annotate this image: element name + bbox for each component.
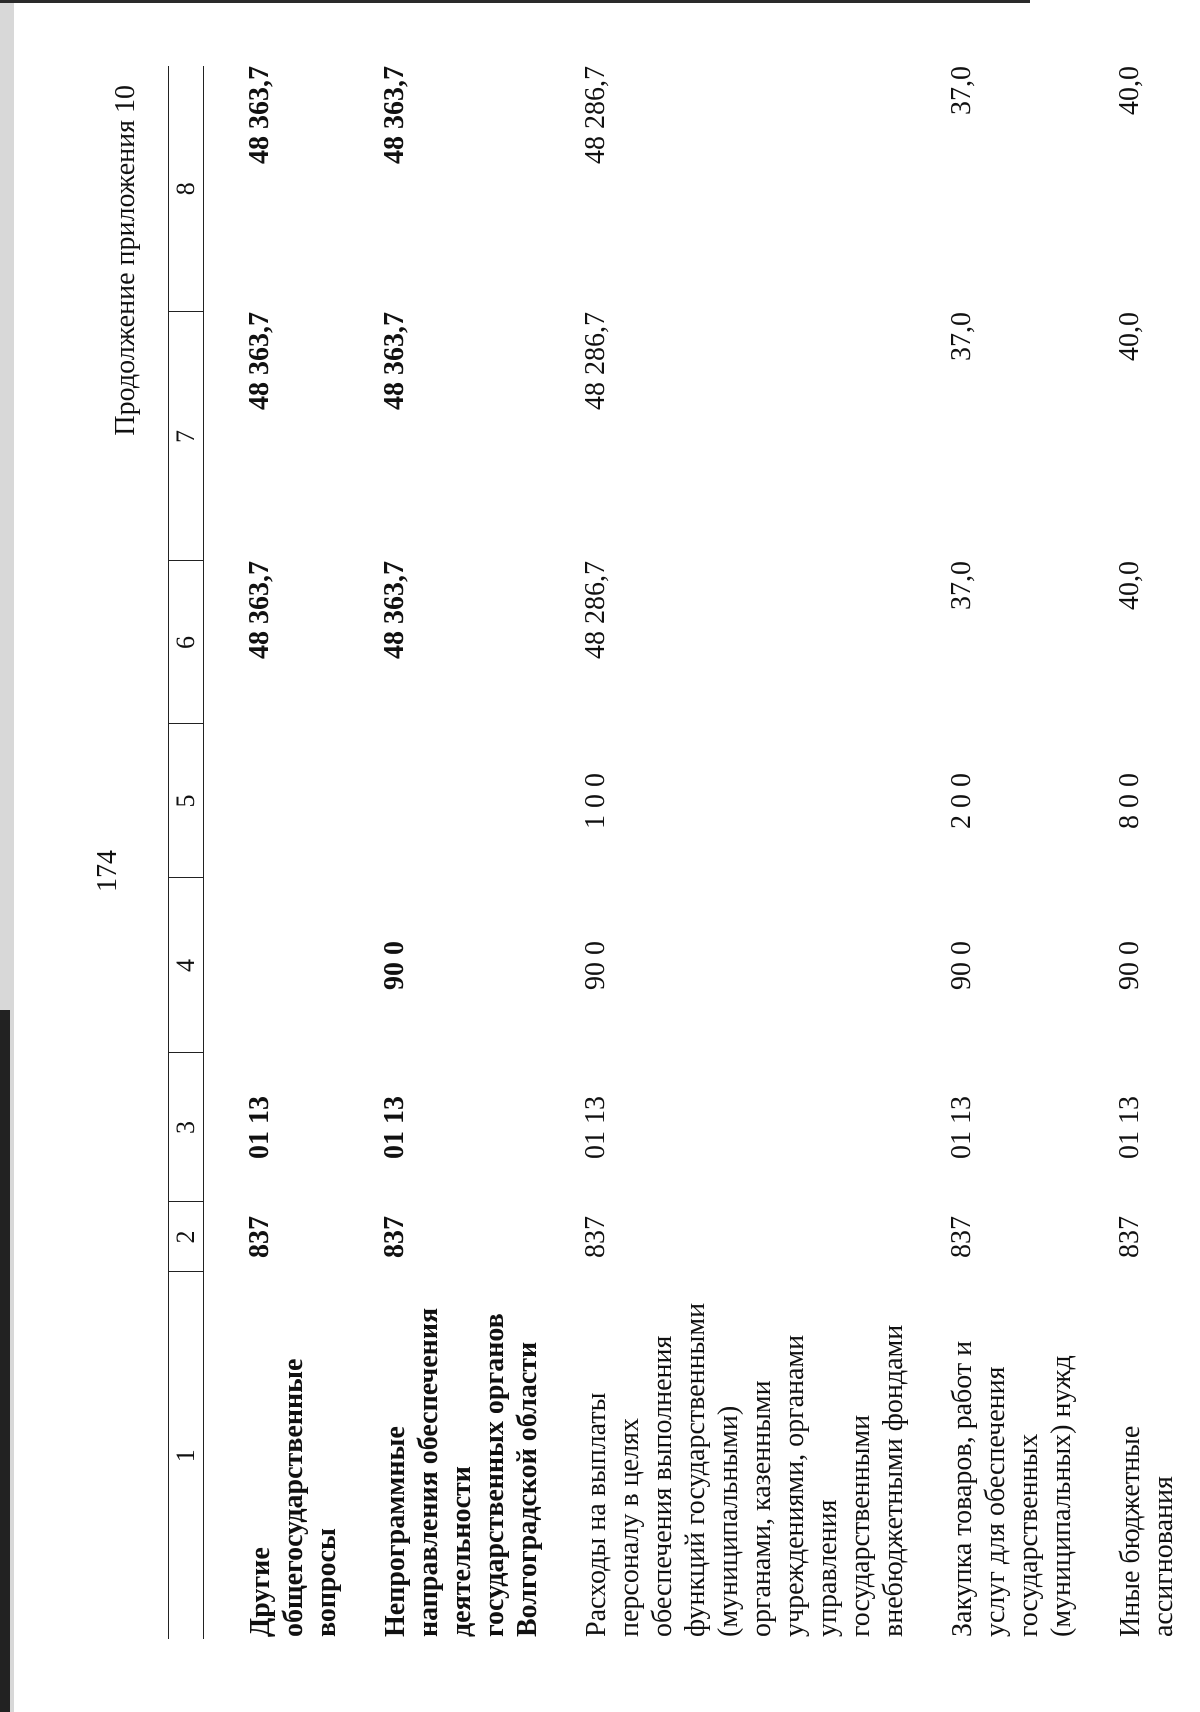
section-code: 01 13: [244, 1096, 275, 1159]
expense-name: Расходы на выплаты персоналу в целях обеспечения выполнения функций государственными (муниципальными) органами, казенными учреждениями, органами управления государственными внебюджетными фондами: [581, 1302, 909, 1637]
program-code: [204, 878, 374, 1053]
section-code: 01 13: [946, 1096, 977, 1159]
section-code: 01 13: [580, 1096, 611, 1159]
amount-col7: 48 363,7: [379, 312, 410, 410]
expense-name: Иные бюджетные ассигнования: [1115, 1425, 1179, 1637]
amount-col7: 40,0: [1114, 312, 1145, 361]
amount-col6: 48 363,7: [244, 561, 275, 659]
expense-type-code: 8 0 0: [1114, 773, 1145, 829]
program-code: 90 0: [946, 941, 977, 990]
column-header: 2: [169, 1202, 204, 1272]
amount-col7: 37,0: [946, 312, 977, 361]
budget-table: [168, 66, 1200, 1639]
ministry-code: 837: [580, 1216, 611, 1258]
amount-col6: 40,0: [1114, 561, 1145, 610]
amount-col7: 48 363,7: [244, 312, 275, 410]
amount-col6: 48 363,7: [379, 561, 410, 659]
column-header: 8: [169, 66, 204, 312]
continuation-note: Продолжение приложения 10: [110, 85, 141, 436]
amount-col6: 37,0: [946, 561, 977, 610]
amount-col8: 48 363,7: [379, 66, 410, 164]
amount-col7: 48 286,7: [580, 312, 611, 410]
expense-type-code: [204, 724, 374, 878]
column-number-row: [169, 66, 204, 1639]
expense-type-code: 2 0 0: [946, 773, 977, 829]
expense-type-code: 1 0 0: [580, 773, 611, 829]
section-code: 01 13: [1114, 1096, 1145, 1159]
ministry-code: 837: [379, 1216, 410, 1258]
expense-name: Закупка товаров, работ и услуг для обеспечения государственных (муниципальных) нужд: [947, 1340, 1077, 1637]
table-row: [574, 66, 940, 1639]
expense-type-code: [373, 724, 574, 878]
table-row: [204, 66, 374, 1639]
table-row: [940, 66, 1108, 1639]
table-row: [1108, 66, 1200, 1639]
column-header: 3: [169, 1053, 204, 1202]
column-header: 7: [169, 312, 204, 561]
page-number: 174: [92, 850, 123, 892]
program-code: 90 0: [379, 941, 410, 990]
ministry-code: 837: [1114, 1216, 1145, 1258]
column-header: 1: [169, 1272, 204, 1639]
amount-col8: 37,0: [946, 66, 977, 115]
column-header: 4: [169, 878, 204, 1053]
amount-col8: 48 286,7: [580, 66, 611, 164]
section-code: 01 13: [379, 1096, 410, 1159]
amount-col8: 40,0: [1114, 66, 1145, 115]
amount-col6: 48 286,7: [580, 561, 611, 659]
table-row: [373, 66, 574, 1639]
amount-col8: 48 363,7: [244, 66, 275, 164]
expense-name: Другие общегосударственные вопросы: [245, 1358, 342, 1637]
program-code: 90 0: [1114, 941, 1145, 990]
column-header: 6: [169, 561, 204, 724]
program-code: 90 0: [580, 941, 611, 990]
column-header: 5: [169, 724, 204, 878]
ministry-code: 837: [946, 1216, 977, 1258]
ministry-code: 837: [244, 1216, 275, 1258]
expense-name: Непрограммные направления обеспечения деятельности государственных органов Волгоградской области: [380, 1307, 543, 1637]
